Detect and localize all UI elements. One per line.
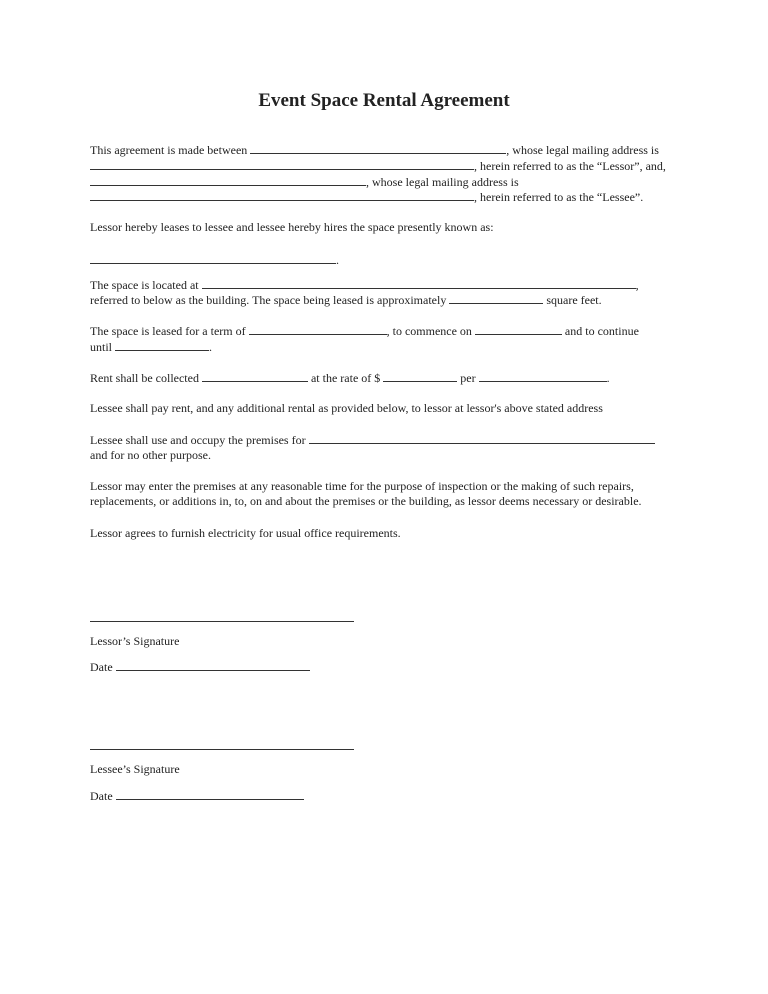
square-feet-label: referred to below as the building. The space being leased is approximately <box>90 293 450 307</box>
lessee-signature-label: Lessee’s Signature <box>90 762 180 776</box>
lessor-date-blank[interactable] <box>116 659 310 671</box>
lessee-date-blank[interactable] <box>116 788 304 800</box>
use-purpose-blank[interactable] <box>309 432 655 444</box>
lessee-name-blank[interactable] <box>90 174 366 186</box>
use-line-1 <box>90 432 655 448</box>
term-line-2 <box>90 339 212 355</box>
rent-collected-blank[interactable] <box>202 370 308 382</box>
location-end: , <box>635 278 639 292</box>
payment-clause: Lessee shall pay rent, and any additional rental as provided below, to lessor at lessor's above stated address <box>90 401 603 415</box>
entry-clause-line-2: replacements, or additions in, to, on and about the premises or the building, as lessor deems necessary or desirable. <box>90 494 642 508</box>
lessee-address-label: , whose legal mailing address is <box>366 175 519 189</box>
parties-line-4 <box>90 189 643 205</box>
term-blank[interactable] <box>249 323 387 335</box>
lessor-signature-line[interactable] <box>90 621 354 622</box>
square-feet-unit: square feet. <box>543 293 602 307</box>
commence-date-blank[interactable] <box>475 323 562 335</box>
rate-period-blank[interactable] <box>479 370 607 382</box>
parties-line-3 <box>90 174 519 190</box>
lessor-date-line <box>90 659 310 675</box>
location-line-2 <box>90 292 602 308</box>
commence-label: , to commence on <box>386 324 475 338</box>
lessee-signature-line[interactable] <box>90 749 354 750</box>
location-label: The space is located at <box>90 278 202 292</box>
until-end: . <box>209 340 213 354</box>
per-label: per <box>457 371 479 385</box>
space-name-blank[interactable] <box>90 252 336 264</box>
lessee-date-label: Date <box>90 789 116 803</box>
document-title: Event Space Rental Agreement <box>258 90 510 111</box>
space-name-line <box>90 252 339 268</box>
rate-amount-blank[interactable] <box>383 370 457 382</box>
parties-line-2 <box>90 158 666 174</box>
use-line-2: and for no other purpose. <box>90 448 211 462</box>
space-name-end: . <box>336 253 339 267</box>
term-line-1 <box>90 323 639 339</box>
lessor-date-label: Date <box>90 660 116 674</box>
until-label: until <box>90 340 116 354</box>
lessor-address-label: , whose legal mailing address is <box>506 143 659 157</box>
rent-line <box>90 370 610 386</box>
lease-clause: Lessor hereby leases to lessee and lessee hereby hires the space presently known as: <box>90 220 494 234</box>
square-feet-blank[interactable] <box>449 292 543 304</box>
term-label: The space is leased for a term of <box>90 324 249 338</box>
lessee-reference-text: , herein referred to as the “Lessee”. <box>474 190 644 204</box>
rent-end: . <box>606 371 610 385</box>
rate-label: at the rate of $ <box>307 371 384 385</box>
end-date-blank[interactable] <box>115 339 209 351</box>
parties-intro-text: This agreement is made between <box>90 143 251 157</box>
lessee-address-blank[interactable] <box>90 189 474 201</box>
parties-line-1 <box>90 142 659 158</box>
use-label: Lessee shall use and occupy the premises for <box>90 433 309 447</box>
location-blank[interactable] <box>202 277 636 289</box>
lessee-date-line <box>90 788 304 804</box>
electricity-clause: Lessor agrees to furnish electricity for usual office requirements. <box>90 526 401 540</box>
lessor-name-blank[interactable] <box>250 142 506 154</box>
rent-collected-label: Rent shall be collected <box>90 371 202 385</box>
lessor-signature-label: Lessor’s Signature <box>90 634 180 648</box>
continue-label: and to continue <box>561 324 639 338</box>
lessor-address-blank[interactable] <box>90 158 474 170</box>
lessor-reference-text: , herein referred to as the “Lessor”, and, <box>474 159 666 173</box>
entry-clause-line-1: Lessor may enter the premises at any reasonable time for the purpose of inspection or the making of such repairs, <box>90 479 634 493</box>
location-line-1 <box>90 277 639 293</box>
